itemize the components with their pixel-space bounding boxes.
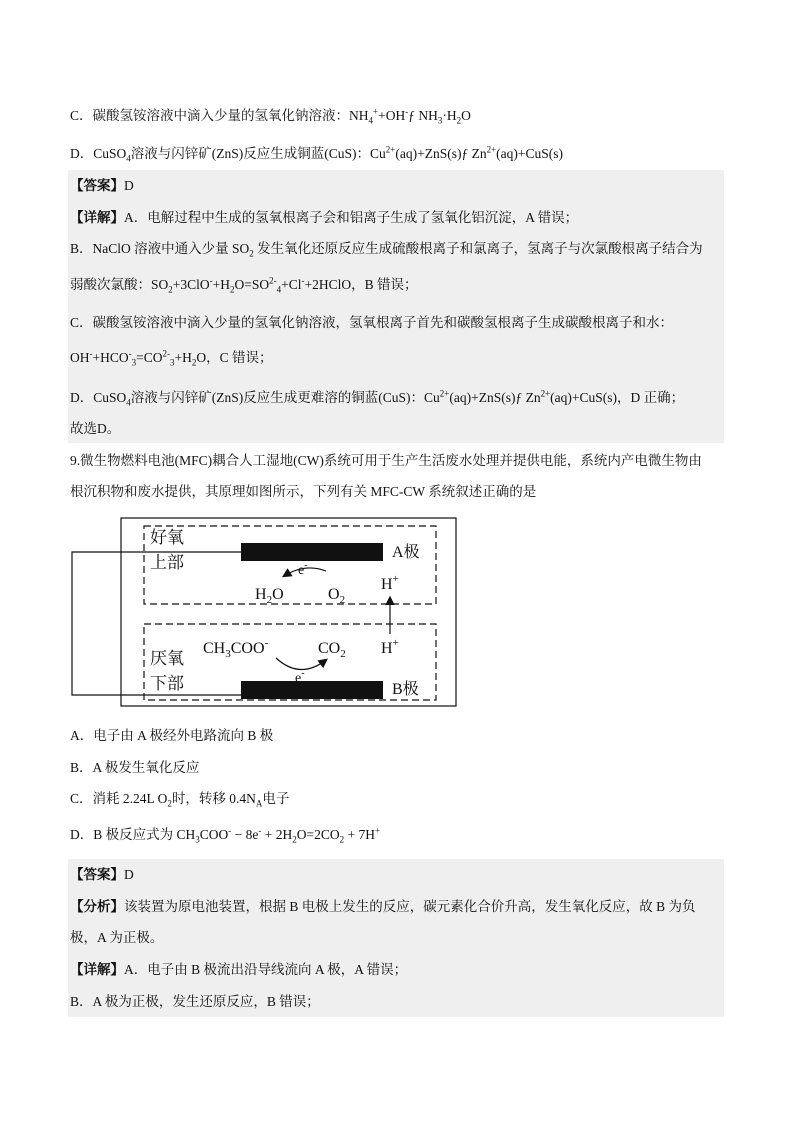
detail-d-line2: 故选D。 [70,421,121,436]
detail-b-line1: B．NaClO 溶液中通入少量 $SO_2$ 发生氧化还原反应生成硫酸根离子和氯离子，氢离子与次氯酸根离子结合为 [70,241,703,259]
aerobic-label: 好氧 [150,528,184,547]
option-d: D．B 极反应式为 $CH_3COO^- - 8e^- + 2H_2O=2CO_2 + 7H^+$ [70,825,381,845]
detail-b-line2: 弱酸次氯酸：$SO_2+3ClO^-+H_2O=SO^{2-}_4+Cl^-+2HClO$，B 错误； [70,275,418,295]
mfc-cw-diagram [70,514,460,710]
h-plus-bottom: H+ [381,637,399,657]
electrode-b-label: B极 [392,681,419,698]
electrode-a-label: A极 [392,544,420,561]
detail-a: 【详解】A．电解过程中生成的氢氧根离子会和铝离子生成了氢氧化铝沉淀，A 错误； [70,210,579,225]
option-a: A．电子由 A 极经外电路流向 B 极 [70,728,274,743]
option-d-top: D．CuSO$_4$溶液与闪锌矿(ZnS)反应生成铜蓝(CuS)：$Cu^{2+}(aq)+ZnS(s)ƒ$ $Zn^{2+}(aq)+CuS(s)$ [70,144,564,164]
lower-label: 下部 [150,674,184,693]
electron-top: e- [298,560,308,578]
electrode-b-bar [241,681,383,699]
detail-a-2: 【详解】A．电子由 B 极流出沿导线流向 A 极，A 错误； [70,962,408,977]
co2-label: $CO_2$ [318,640,346,660]
o2-label: $O_2$ [328,586,346,606]
detail-d-line1: D．CuSO$_4$溶液与闪锌矿(ZnS)反应生成更难溶的铜蓝(CuS)：$Cu^{2+}(aq)+ZnS(s)ƒ$ $Zn^{2+}(aq)+CuS(s)$，D 正确； [70,388,685,408]
upper-label: 上部 [150,553,184,572]
detail-c-line1: C．碳酸氢铵溶液中滴入少量的氢氧化钠溶液，氢氧根离子首先和碳酸氢根离子生成碳酸根离子和水： [70,315,674,330]
answer-line: 【答案】D [70,178,134,193]
analysis-line1: 【分析】该装置为原电池装置，根据 B 电极上发生的反应，碳元素化合价升高，发生氧化反应，故 B 为负 [70,899,696,914]
option-c-top: C．碳酸氢铵溶液中滴入少量的氢氧化钠溶液：$NH_4^++OH^-ƒ$ $NH_3\cdot H_2O$ [70,106,471,126]
question-9-stem-2: 根沉积物和废水提供，其原理如图所示，下列有关 MFC-CW 系统叙述正确的是 [70,484,537,499]
option-b: B．A 极发生氧化反应 [70,760,200,775]
option-c: C．消耗 2.24L $O_2$时，转移 $0.4N_A$电子 [70,791,290,809]
h2o-label: $H_2O$ [255,586,284,606]
acetate-label: $CH_3COO^-$ [203,637,269,660]
answer-line-2: 【答案】D [70,867,134,882]
detail-b-2: B．A 极为正极，发生还原反应，B 错误； [70,994,320,1009]
detail-c-line2: $OH^-+HCO^-_3=CO^{2-}_3+H_2O$，C 错误； [70,348,273,368]
anaerobic-label: 厌氧 [150,649,184,668]
electrode-a-bar [241,543,383,561]
analysis-line2: 极，A 为正极。 [70,930,164,945]
question-9-stem-1: 9.微生物燃料电池(MFC)耦合人工湿地(CW)系统可用于生产生活废水处理并提供电能，系统内产电微生物由 [70,453,702,468]
h-plus-top: H+ [381,573,399,593]
electron-bottom: e- [295,668,305,686]
